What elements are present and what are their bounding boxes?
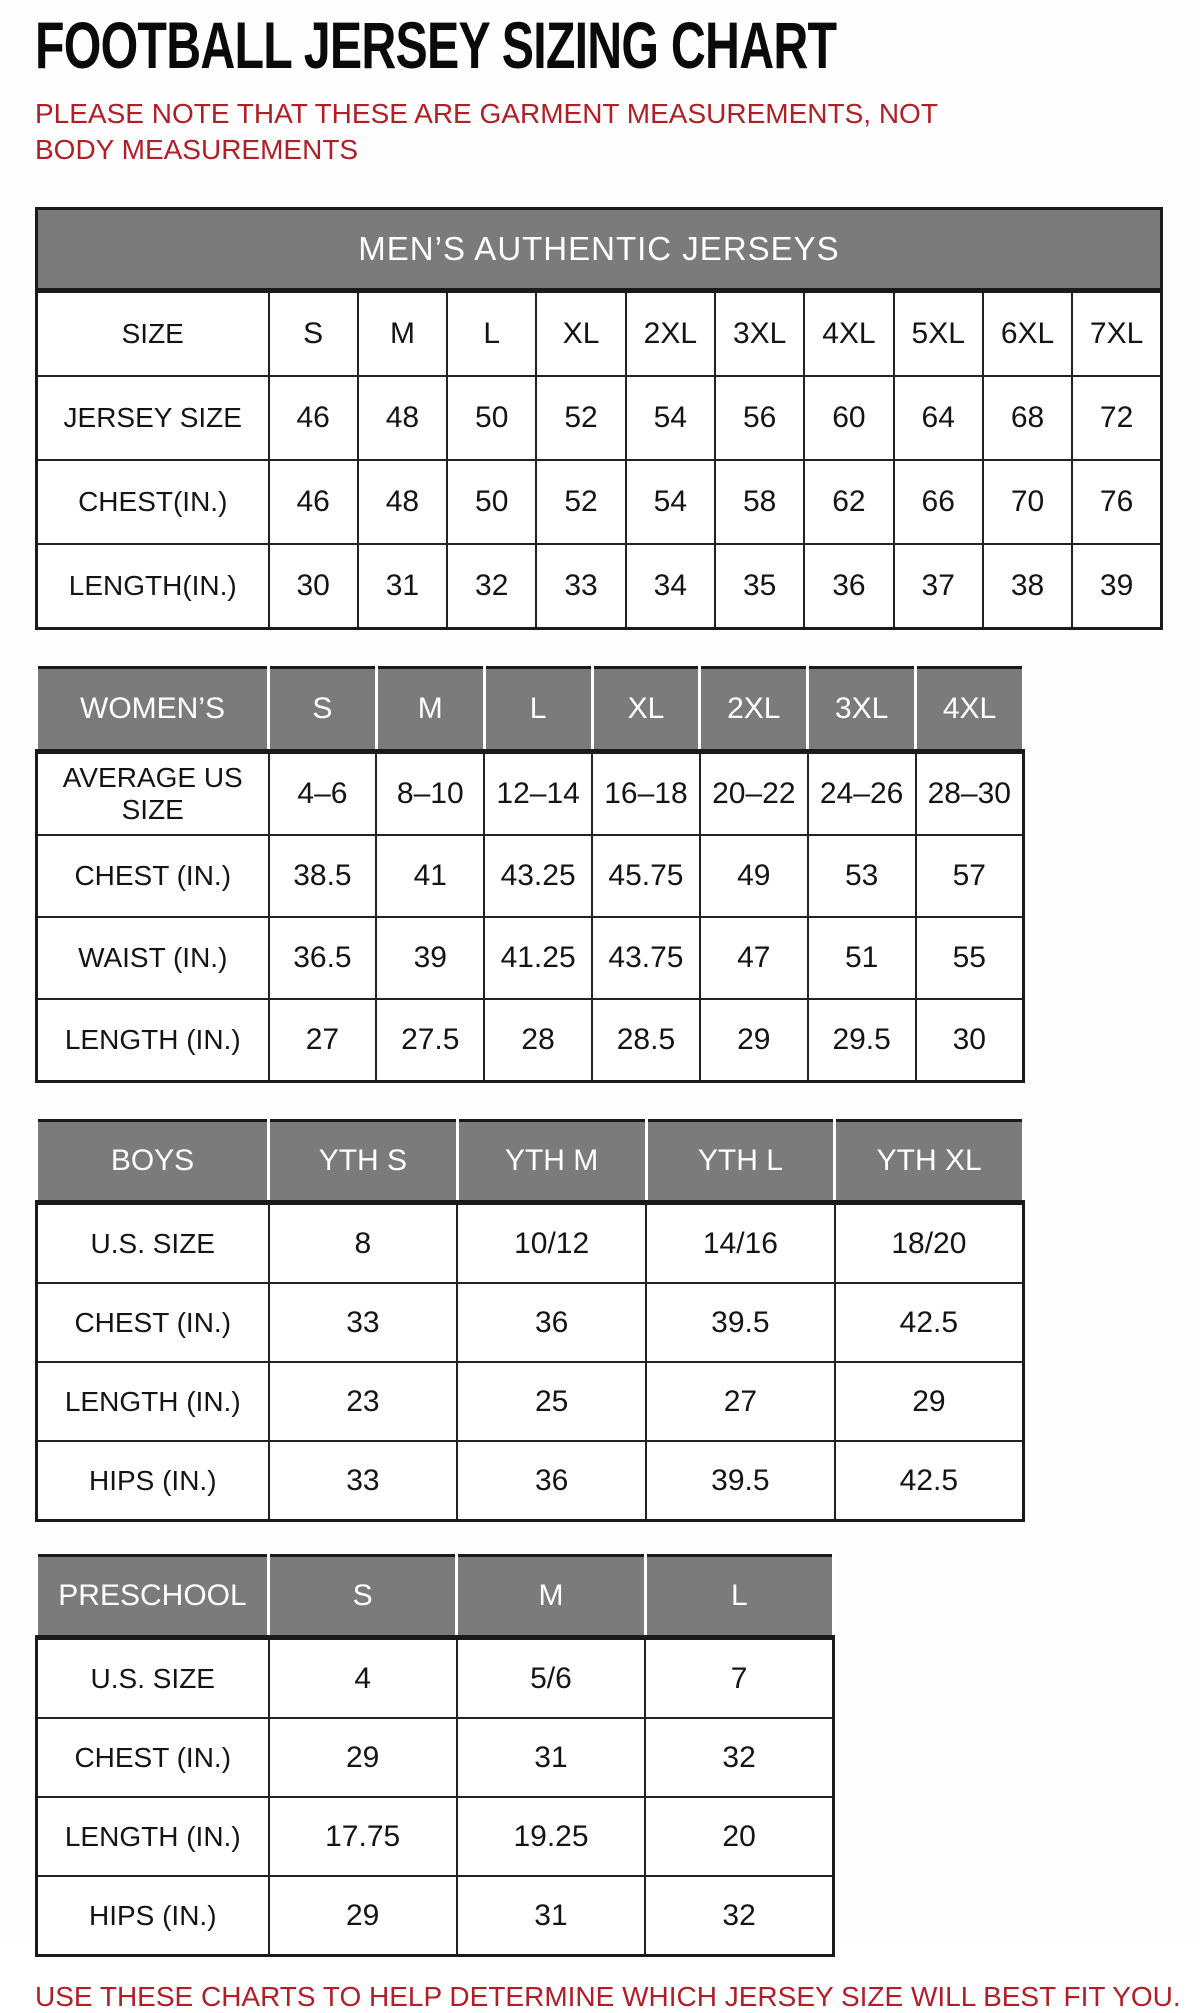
preschool-table-row: [37, 1718, 834, 1797]
preschool-table-row: [37, 1638, 834, 1719]
mens-row-label: JERSEY SIZE: [37, 376, 269, 460]
mens-value-cell: 39: [1072, 544, 1161, 629]
mens-value-cell: 50: [447, 460, 536, 544]
preschool-value-cell: 29: [269, 1718, 457, 1797]
boys-table-row: [37, 1203, 1024, 1284]
boys-column-header: YTH S: [269, 1121, 458, 1203]
preschool-value-cell: 31: [457, 1718, 645, 1797]
womens-sizing-table: [35, 666, 1025, 1083]
mens-value-cell: 56: [715, 376, 804, 460]
womens-value-cell: 29: [700, 999, 808, 1082]
mens-value-cell: 58: [715, 460, 804, 544]
mens-value-cell: 36: [804, 544, 893, 629]
mens-value-cell: 30: [269, 544, 358, 629]
mens-row-label: CHEST(IN.): [37, 460, 269, 544]
preschool-value-cell: 5/6: [457, 1638, 645, 1719]
mens-value-cell: 48: [358, 376, 447, 460]
mens-row-label: SIZE: [37, 291, 269, 377]
mens-value-cell: 52: [536, 376, 625, 460]
womens-value-cell: 20–22: [700, 752, 808, 836]
womens-value-cell: 43.75: [592, 917, 700, 999]
womens-column-header: XL: [592, 668, 700, 752]
boys-column-header: YTH M: [457, 1121, 646, 1203]
womens-table-row: [37, 752, 1024, 836]
mens-value-cell: L: [447, 291, 536, 377]
mens-banner: MEN’S AUTHENTIC JERSEYS: [37, 209, 1162, 291]
preschool-table-row: [37, 1876, 834, 1956]
preschool-column-header: L: [645, 1556, 833, 1638]
preschool-column-header: M: [457, 1556, 645, 1638]
preschool-sizing-table: [35, 1554, 835, 1957]
boys-value-cell: 36: [457, 1441, 646, 1521]
mens-value-cell: 31: [358, 544, 447, 629]
preschool-row-label: CHEST (IN.): [37, 1718, 269, 1797]
boys-value-cell: 8: [269, 1203, 458, 1284]
boys-table-title-cell: BOYS: [37, 1121, 269, 1203]
mens-value-cell: 32: [447, 544, 536, 629]
mens-table-row: [37, 376, 1162, 460]
mens-value-cell: 60: [804, 376, 893, 460]
boys-value-cell: 27: [646, 1362, 835, 1441]
mens-authentic-jerseys-table: [35, 207, 1163, 630]
womens-value-cell: 41.25: [484, 917, 592, 999]
boys-table-row: [37, 1362, 1024, 1441]
mens-value-cell: 70: [983, 460, 1072, 544]
womens-value-cell: 41: [376, 835, 484, 917]
womens-value-cell: 16–18: [592, 752, 700, 836]
womens-table-row: [37, 917, 1024, 999]
mens-value-cell: 68: [983, 376, 1072, 460]
boys-column-header: YTH L: [646, 1121, 835, 1203]
womens-value-cell: 45.75: [592, 835, 700, 917]
womens-table-row: [37, 835, 1024, 917]
preschool-value-cell: 17.75: [269, 1797, 457, 1876]
mens-value-cell: 33: [536, 544, 625, 629]
boys-value-cell: 18/20: [835, 1203, 1024, 1284]
mens-value-cell: 38: [983, 544, 1072, 629]
mens-value-cell: 35: [715, 544, 804, 629]
preschool-column-header: S: [269, 1556, 457, 1638]
mens-value-cell: 5XL: [894, 291, 983, 377]
preschool-table-title-cell: PRESCHOOL: [37, 1556, 269, 1638]
preschool-value-cell: 32: [645, 1876, 833, 1956]
womens-value-cell: 28.5: [592, 999, 700, 1082]
preschool-value-cell: 31: [457, 1876, 645, 1956]
mens-value-cell: 64: [894, 376, 983, 460]
preschool-value-cell: 7: [645, 1638, 833, 1719]
boys-value-cell: 33: [269, 1283, 458, 1362]
womens-row-label: LENGTH (IN.): [37, 999, 269, 1082]
mens-value-cell: 4XL: [804, 291, 893, 377]
preschool-table-row: [37, 1797, 834, 1876]
womens-value-cell: 27: [269, 999, 377, 1082]
mens-value-cell: 66: [894, 460, 983, 544]
womens-value-cell: 38.5: [269, 835, 377, 917]
footer-note: USE THESE CHARTS TO HELP DETERMINE WHICH JERSEY SIZE WILL BEST FIT YOU.: [35, 1981, 1181, 2013]
mens-value-cell: 46: [269, 376, 358, 460]
womens-value-cell: 28–30: [916, 752, 1024, 836]
boys-value-cell: 42.5: [835, 1441, 1024, 1521]
womens-value-cell: 39: [376, 917, 484, 999]
womens-value-cell: 12–14: [484, 752, 592, 836]
boys-row-label: HIPS (IN.): [37, 1441, 269, 1521]
boys-value-cell: 39.5: [646, 1441, 835, 1521]
mens-value-cell: 6XL: [983, 291, 1072, 377]
mens-value-cell: S: [269, 291, 358, 377]
boys-value-cell: 14/16: [646, 1203, 835, 1284]
garment-measurements-note: PLEASE NOTE THAT THESE ARE GARMENT MEASUREMENTS, NOT BODY MEASUREMENTS: [35, 98, 938, 165]
womens-value-cell: 43.25: [484, 835, 592, 917]
mens-value-cell: 34: [626, 544, 715, 629]
womens-value-cell: 57: [916, 835, 1024, 917]
mens-value-cell: M: [358, 291, 447, 377]
preschool-value-cell: 4: [269, 1638, 457, 1719]
womens-table-title-cell: WOMEN’S: [37, 668, 269, 752]
preschool-value-cell: 32: [645, 1718, 833, 1797]
mens-value-cell: 76: [1072, 460, 1161, 544]
preschool-value-cell: 29: [269, 1876, 457, 1956]
boys-value-cell: 39.5: [646, 1283, 835, 1362]
boys-row-label: U.S. SIZE: [37, 1203, 269, 1284]
mens-value-cell: 7XL: [1072, 291, 1161, 377]
womens-value-cell: 4–6: [269, 752, 377, 836]
mens-value-cell: 54: [626, 460, 715, 544]
womens-row-label: CHEST (IN.): [37, 835, 269, 917]
boys-value-cell: 10/12: [457, 1203, 646, 1284]
mens-table-row: [37, 291, 1162, 377]
womens-column-header: 3XL: [808, 668, 916, 752]
womens-value-cell: 55: [916, 917, 1024, 999]
boys-table-row: [37, 1283, 1024, 1362]
mens-value-cell: 37: [894, 544, 983, 629]
preschool-row-label: LENGTH (IN.): [37, 1797, 269, 1876]
womens-value-cell: 28: [484, 999, 592, 1082]
boys-column-header: YTH XL: [835, 1121, 1024, 1203]
preschool-value-cell: 20: [645, 1797, 833, 1876]
mens-row-label: LENGTH(IN.): [37, 544, 269, 629]
womens-column-header: M: [376, 668, 484, 752]
mens-value-cell: 3XL: [715, 291, 804, 377]
womens-value-cell: 53: [808, 835, 916, 917]
page-title-text: FOOTBALL JERSEY SIZING CHART: [35, 9, 837, 83]
preschool-row-label: U.S. SIZE: [37, 1638, 269, 1719]
womens-column-header: L: [484, 668, 592, 752]
boys-row-label: CHEST (IN.): [37, 1283, 269, 1362]
mens-value-cell: 2XL: [626, 291, 715, 377]
preschool-row-label: HIPS (IN.): [37, 1876, 269, 1956]
boys-value-cell: 23: [269, 1362, 458, 1441]
womens-value-cell: 51: [808, 917, 916, 999]
womens-column-header: S: [269, 668, 377, 752]
boys-value-cell: 42.5: [835, 1283, 1024, 1362]
mens-value-cell: 50: [447, 376, 536, 460]
mens-value-cell: 52: [536, 460, 625, 544]
boys-sizing-table: [35, 1119, 1025, 1522]
womens-value-cell: 27.5: [376, 999, 484, 1082]
boys-value-cell: 29: [835, 1362, 1024, 1441]
boys-table-row: [37, 1441, 1024, 1521]
womens-row-label: WAIST (IN.): [37, 917, 269, 999]
womens-value-cell: 8–10: [376, 752, 484, 836]
mens-value-cell: 48: [358, 460, 447, 544]
womens-column-header: 4XL: [916, 668, 1024, 752]
boys-value-cell: 36: [457, 1283, 646, 1362]
page-title: [35, 9, 1165, 83]
boys-value-cell: 25: [457, 1362, 646, 1441]
womens-value-cell: 24–26: [808, 752, 916, 836]
mens-value-cell: XL: [536, 291, 625, 377]
preschool-value-cell: 19.25: [457, 1797, 645, 1876]
womens-row-label: AVERAGE US SIZE: [37, 752, 269, 836]
womens-value-cell: 47: [700, 917, 808, 999]
mens-value-cell: 72: [1072, 376, 1161, 460]
boys-value-cell: 33: [269, 1441, 458, 1521]
womens-value-cell: 29.5: [808, 999, 916, 1082]
womens-value-cell: 30: [916, 999, 1024, 1082]
mens-value-cell: 62: [804, 460, 893, 544]
mens-table-row: [37, 460, 1162, 544]
womens-value-cell: 36.5: [269, 917, 377, 999]
mens-value-cell: 54: [626, 376, 715, 460]
womens-table-row: [37, 999, 1024, 1082]
mens-value-cell: 46: [269, 460, 358, 544]
boys-row-label: LENGTH (IN.): [37, 1362, 269, 1441]
womens-value-cell: 49: [700, 835, 808, 917]
mens-table-row: [37, 544, 1162, 629]
womens-column-header: 2XL: [700, 668, 808, 752]
